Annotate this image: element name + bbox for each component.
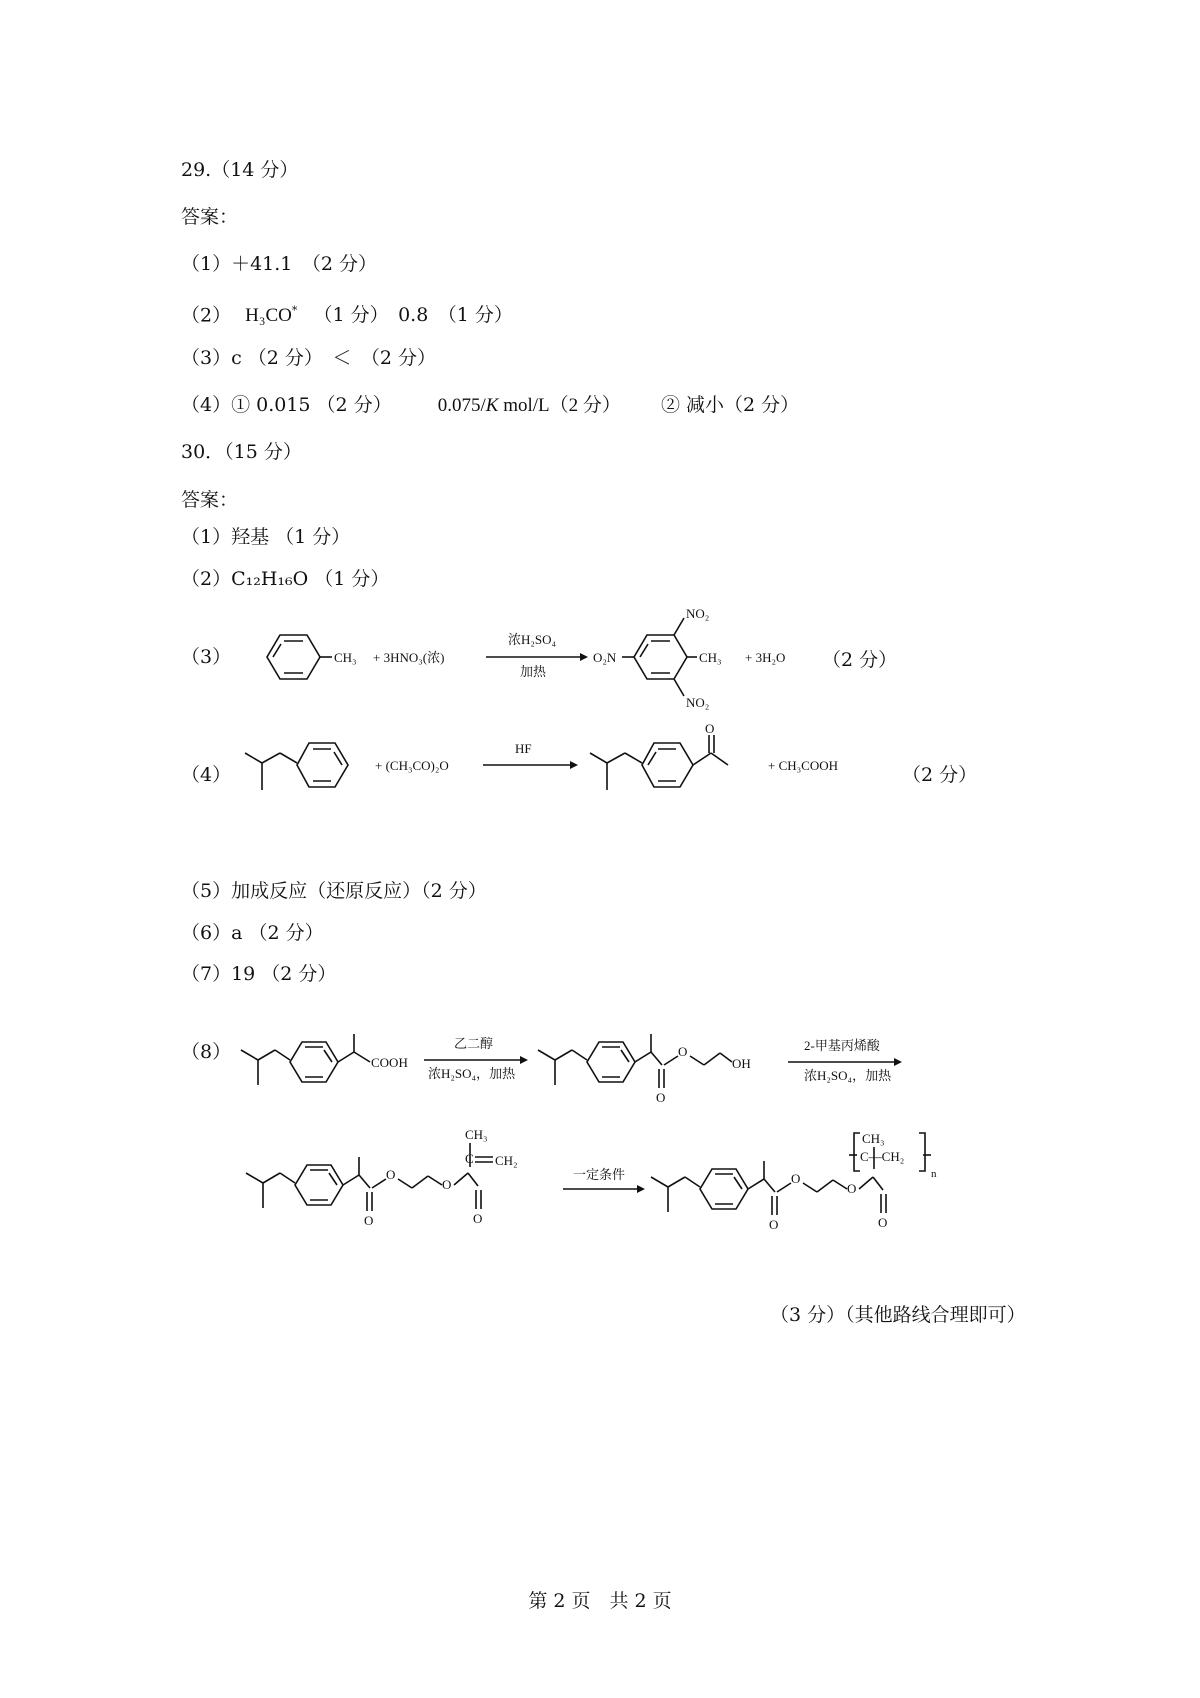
polymer-ester-oxygen-1: O bbox=[791, 1171, 801, 1186]
hydroxyl-oh: OH bbox=[732, 1056, 751, 1071]
reagent-hno3: + 3HNO₃(浓) bbox=[373, 650, 445, 665]
q29-a2-star: * bbox=[291, 304, 298, 317]
tnt-no2-top: NO₂ bbox=[686, 606, 710, 621]
carbonyl-oxygen-1: O bbox=[364, 1213, 374, 1228]
toluene-ch3: CH₃ bbox=[334, 650, 357, 665]
q29-answer-3: （3）c （2 分） ＜ （2 分） bbox=[181, 347, 437, 369]
condition-ethylene-glycol: 乙二醇 bbox=[454, 1036, 494, 1051]
q29-a2-rest: （1 分） 0.8 （1 分） bbox=[313, 304, 513, 327]
page-footer: 第 2 页 共 2 页 bbox=[528, 1590, 672, 1612]
q29-answer-1: （1）＋41.1 （2 分） bbox=[181, 253, 378, 275]
q30-a8-scheme-row1 bbox=[238, 1020, 958, 1120]
tnt-ch3: CH₃ bbox=[699, 650, 722, 665]
q30-answer-6: （6）a （2 分） bbox=[181, 922, 324, 944]
byproduct-water: + 3H₂O bbox=[745, 650, 786, 665]
methacrylate-ch2: CH₂ bbox=[495, 1153, 518, 1168]
methacrylate-ch3: CH₃ bbox=[465, 1127, 488, 1142]
polymer-chain: C—CH₂ bbox=[860, 1149, 905, 1164]
carbonyl-oxygen-2: O bbox=[473, 1211, 483, 1226]
condition-polymerization: 一定条件 bbox=[573, 1167, 626, 1182]
q29-answer-2 bbox=[181, 299, 513, 328]
benzene-ring-toluene bbox=[267, 635, 332, 679]
q30-a4-score: （2 分） bbox=[902, 764, 978, 786]
q30-final-score: （3 分）（其他路线合理即可） bbox=[770, 1304, 1026, 1326]
q29-a2-num: （2） bbox=[181, 304, 232, 327]
carbonyl-oxygen: O bbox=[705, 721, 715, 736]
arrow-head bbox=[580, 653, 588, 661]
q30-a8-scheme-row2 bbox=[243, 1125, 1003, 1245]
q30-answer-label: 答案： bbox=[181, 489, 239, 511]
q29-a2-formula: H₃CO bbox=[245, 305, 292, 327]
condition-hf: HF bbox=[515, 741, 532, 756]
q30-a4-num: （4） bbox=[181, 764, 232, 786]
condition-heat: 加热 bbox=[520, 664, 547, 679]
condition-h2so4-heat-2: 浓H₂SO₄，加热 bbox=[804, 1068, 892, 1083]
q29-a4-part1: （4）① 0.015 （2 分） bbox=[181, 394, 392, 416]
acetic-anhydride: + (CH₃CO)₂O bbox=[375, 758, 449, 773]
acylated-product bbox=[590, 735, 728, 790]
q29-heading: 29.（14 分） bbox=[181, 159, 299, 181]
ester-oxygen-2: O bbox=[442, 1177, 452, 1192]
condition-methacrylic-acid: 2-甲基丙烯酸 bbox=[804, 1038, 880, 1053]
arrow-head bbox=[894, 1058, 902, 1066]
q30-answer-2: （2）C₁₂H₁₆O （1 分） bbox=[181, 568, 390, 590]
q29-a4-part2: 0.075/K mol/L（2 分） bbox=[437, 395, 621, 416]
methacrylate-monomer bbox=[246, 1143, 493, 1211]
hydroxyethyl-ester bbox=[538, 1034, 732, 1088]
arrow-head bbox=[520, 1056, 528, 1064]
q29-a4-part3: ② 减小（2 分） bbox=[660, 394, 800, 416]
polymer-n: n bbox=[931, 1168, 937, 1180]
ester-oxygen: O bbox=[678, 1044, 688, 1059]
q30-heading: 30．（15 分） bbox=[181, 441, 302, 463]
carbonyl-oxygen: O bbox=[656, 1090, 666, 1105]
condition-h2so4-heat-1: 浓H₂SO₄，加热 bbox=[428, 1066, 516, 1081]
polymer-ester-oxygen-2: O bbox=[847, 1181, 857, 1196]
isobutylbenzene bbox=[245, 743, 348, 790]
q30-answer-1: （1）羟基 （1 分） bbox=[181, 526, 351, 548]
q30-a3-num: （3） bbox=[181, 646, 232, 668]
q29-answer-label: 答案： bbox=[181, 206, 239, 228]
methacrylate-c: C bbox=[465, 1151, 474, 1166]
byproduct-acetic-acid: + CH₃COOH bbox=[768, 758, 839, 773]
benzene-ring-tnt bbox=[622, 618, 697, 696]
ester-oxygen-1: O bbox=[386, 1167, 396, 1182]
condition-h2so4: 浓H₂SO₄ bbox=[508, 632, 557, 647]
polymer-carbonyl-oxygen-1: O bbox=[769, 1217, 779, 1232]
ibuprofen-cooh: COOH bbox=[371, 1055, 408, 1070]
arrow-head bbox=[637, 1185, 645, 1193]
q30-a3-score: （2 分） bbox=[822, 649, 898, 671]
tnt-no2-bottom: NO₂ bbox=[686, 695, 710, 710]
arrow-head bbox=[570, 761, 578, 769]
ibuprofen bbox=[241, 1034, 370, 1085]
q29-answer-4 bbox=[181, 393, 799, 418]
q30-answer-7: （7）19 （2 分） bbox=[181, 963, 337, 985]
tnt-no2-left: O₂N bbox=[593, 650, 617, 665]
q30-a4-scheme bbox=[240, 721, 940, 815]
polymer-carbonyl-oxygen-2: O bbox=[878, 1215, 888, 1230]
q30-answer-5: （5）加成反应（还原反应）（2 分） bbox=[181, 880, 487, 902]
polymer-ch3: CH₃ bbox=[862, 1131, 885, 1146]
q30-a8-num: （8） bbox=[181, 1041, 232, 1063]
